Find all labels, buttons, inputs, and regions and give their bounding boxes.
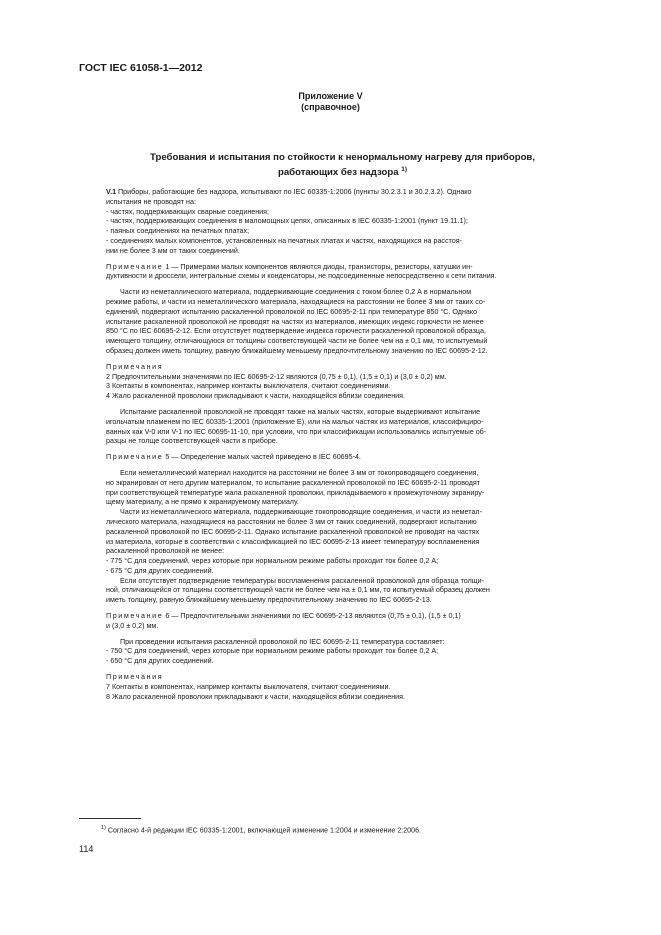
list-item: - 650 °С для других соединений.	[106, 657, 214, 666]
note-text: 5 — Определение малых частей приведено в IEC 60695-4.	[163, 453, 361, 462]
clause-number: V.1	[106, 188, 117, 196]
title-line-2-text: работающих без надзора	[277, 167, 399, 179]
note-text: 6 — Предпочтительными значениями по IEC 60695-2-13 являются (0,75 ± 0,1), (1,5 ± 0,1)	[163, 612, 461, 621]
list-item: - 775 °С для соединений, через которые при нормальном режиме работы проходит ток более 0,2 А;	[106, 557, 439, 566]
text-line: раскаленной проволокой не менее:	[106, 547, 225, 556]
text-line: 850 °С по IEC 60695-2-12. Если отсутствует подтверждение индекса горючести раскаленной проволокой образца,	[106, 327, 486, 336]
note-label: Примечания	[106, 362, 164, 371]
text-line: из материала, которые в соответствии с классификацией по IEC 60695-2-13 имеет температуру воспламенения	[106, 537, 480, 546]
note-label: Примечание	[106, 612, 164, 621]
text-line: игольчатым пламенем по IEC 60335-1:2001 (приложение Е), или на малых частях из материалов, классифициро-	[106, 417, 484, 426]
list-item: - паяных соединениях на печатных платах;	[106, 227, 250, 236]
title-line-1: Требования и испытания по стойкости к ненормальному нагреву для приборов,	[149, 152, 535, 163]
text-line: 8 Жало раскаленной проволоки прикладывают к части, находящейся вблизи соединения.	[106, 692, 405, 701]
section-title	[100, 152, 585, 179]
text-line: разцы не толще соответствующей части в приборе.	[106, 437, 278, 446]
footnote-rule	[79, 818, 141, 819]
list-item: - 750 °С для соединений, через которые при нормальном режиме работы проходит ток более 0,2 А;	[106, 647, 439, 656]
annex-name: Приложение V	[298, 91, 363, 101]
text-line: лического материала, находящиеся на расстоянии не более 3 мм от таких соединений, подвергают испытанию	[106, 517, 477, 526]
text-line: щему материалу, а не прямо к экранируемому материалу.	[106, 498, 299, 507]
footnote-mark: 1)	[101, 825, 106, 831]
text-line: и (3,0 ± 0,2) мм.	[106, 621, 159, 630]
text-line: раскаленной проволокой по IEC 60695-2-11. Однако испытание раскаленной проволокой не проводят на частях	[106, 527, 480, 536]
text-line: Части из неметаллического материала, поддерживающие соединения с током более 0,2 А в нормальном	[120, 288, 472, 297]
text-line: имеющего толщину, отличающуюся от толщины соответствующей части не более чем на ± 0,1 мм, то испытуемый	[106, 337, 488, 346]
text-line	[106, 453, 587, 463]
list-item: - соединениях малых компонентов, установленных на печатных платах и частях, находящихся на расстоя-	[106, 236, 462, 245]
text-line: иметь толщину, равную ближайшему меньшему предпочтительному значению по IEC 60695-2-13.	[106, 596, 432, 605]
text-line: Испытание раскаленной проволокой не проводят также на малых частях, которые выдерживают испытание	[120, 407, 481, 416]
text-line: нии не более 3 мм от таких соединений.	[106, 246, 240, 255]
annex-type: (справочное)	[301, 102, 360, 112]
text-line: образец должен иметь толщину, равную ближайшему меньшему предпочтительному значению по IEC 60695-2-12.	[106, 346, 488, 355]
text-line: 3 Контакты в компонентах, например контакты выключателя, считают соединениями.	[106, 382, 391, 391]
text-line: режиме работы, и части из неметаллического материала, находящиеся на расстоянии не более 3 мм от таких со-	[106, 297, 486, 306]
page-number: 114	[79, 844, 94, 854]
text-line: дуктивности и дроссели, интегральные схемы и конденсаторы, не подсоединенные непосредственно к сети питания.	[106, 272, 497, 281]
title-line-2	[100, 164, 585, 179]
body-text	[106, 188, 587, 702]
text-line: при соответствующей температуре жала раскаленной проволоки, прикладываемого к промежуточному экраниру-	[106, 488, 485, 497]
clause-text: Приборы, работающие без надзора, испытывают по IEC 60335-1:2006 (пункты 30.2.3.1 и 30.2.3.2). Однако	[116, 188, 472, 196]
text-line	[106, 188, 587, 198]
footnote	[101, 825, 421, 834]
text-line: испытание раскаленной проволокой не проводят на частях из материалов, имеющих индекс горючести не менее	[106, 317, 484, 326]
standard-header: ГОСТ IEC 61058-1—2012	[79, 62, 203, 74]
text-line: 7 Контакты в компонентах, например контакты выключателя, считают соединениями.	[106, 682, 391, 691]
text-line	[106, 363, 587, 373]
text-line: 2 Предпочтительными значениями по IEC 60695-2-12 являются (0,75 ± 0,1), (1,5 ± 0,1) и (3,0 ± 0,2) мм.	[106, 372, 447, 381]
list-item: - частях, поддерживающих сварные соединения;	[106, 207, 270, 216]
text-line: ванных как V-0 или V-1 по IEC 60695-11-10, при условии, что при классификации использовались испытуемые об-	[106, 427, 487, 436]
text-line: Части из неметаллического материала, поддерживающие токопроводящие соединения, и части из неметал-	[120, 508, 482, 517]
text-line: При проведении испытания раскаленной проволокой по IEC 60695-2-11 температура составляет:	[120, 637, 445, 646]
text-line	[106, 612, 587, 622]
note-label: Примечание	[106, 453, 164, 462]
note-label: Примечания	[106, 673, 164, 682]
text-line: но экранирован от него другим материалом, то испытание раскаленной проволокой по IEC 60695-2-11 проводят	[106, 478, 481, 487]
text-line: 4 Жало раскаленной проволоки прикладывают к части, находящейся вблизи соединения.	[106, 392, 405, 401]
text-line	[106, 673, 587, 683]
footnote-text: Согласно 4-й редакции IEC 60335-1:2001, включающей изменение 1:2004 и изменение 2:2006.	[105, 826, 421, 835]
text-line: испытания не проводят на:	[106, 197, 196, 206]
text-line: ной, отличающейся от толщины соответствующей части не более чем на ± 0,1 мм, то испытуемый образец должен	[106, 586, 490, 595]
list-item: - частях, поддерживающих соединения в маломощных цепях, описанных в IEC 60335-1:2001 (пункт 19.11.1);	[106, 217, 468, 226]
text-line: Если отсутствует подтверждение температуры воспламенения раскаленной проволокой для образца толщи-	[120, 576, 484, 585]
text-line: единений, подвергают испытанию раскаленной проволокой по IEC 60695-2-11 при температуре 850 °С. Однако	[106, 307, 478, 316]
title-footnote-mark: 1)	[401, 166, 408, 173]
note-label: Примечание	[106, 262, 164, 271]
note-text: 1 — Примерами малых компонентов являются диоды, транзисторы, резисторы, катушки ин-	[163, 262, 473, 271]
list-item: - 675 °С для других соединений.	[106, 566, 214, 575]
text-line	[106, 263, 587, 273]
text-line: Если неметаллический материал находится на расстоянии не более 3 мм от токопроводящего соединения,	[120, 468, 479, 477]
